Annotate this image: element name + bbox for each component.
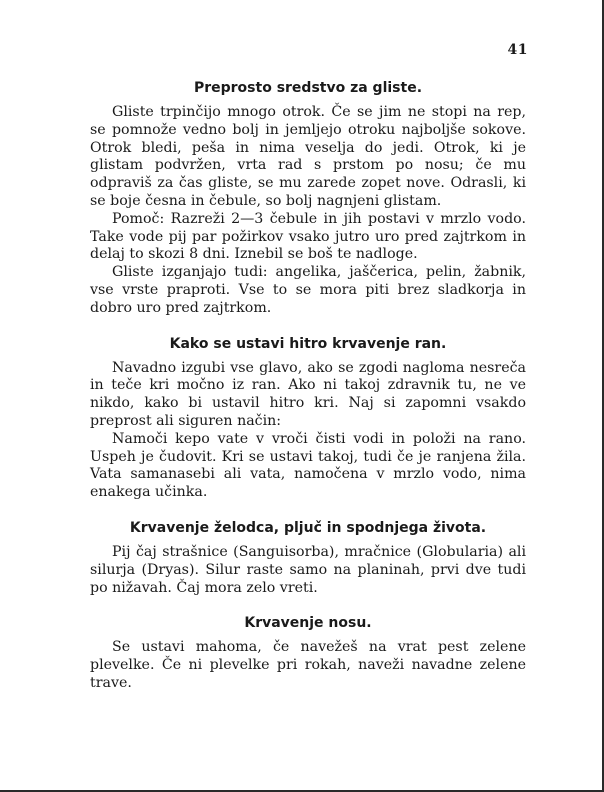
- section-internal-bleeding: [90, 518, 526, 597]
- page-content: [90, 62, 526, 697]
- paragraph: Navadno izgubi vse glavo, ako se zgodi nagloma nesreča in teče kri močno iz ran. Ako ni takoj zdravnik tu, ne ve nikdo, kako bi ustavil hitro kri. Naj si zapomni vsakdo preprost ali siguren način:: [90, 359, 526, 429]
- section-title: Kako se ustavi hitro krvavenje ran.: [169, 335, 447, 352]
- paragraph: Se ustavi mahoma, če navežeš na vrat pest zelene plevelke. Če ni plevelke pri rokah, naveži navadne zelene trave.: [90, 639, 526, 691]
- section-title: Krvavenje nosu.: [244, 615, 372, 632]
- section-nosebleed: [90, 613, 526, 692]
- section-title: Krvavenje želodca, pljuč in spodnjega života.: [129, 519, 487, 536]
- page-number: 41: [507, 42, 528, 58]
- paragraph: Namoči kepo vate v vroči čisti vodi in položi na rano. Uspeh je čudovit. Kri se ustavi takoj, tudi če je ranjena žila. Vata samanasebi ali vata, namočena v mrzlo vodo, nima enakega učinka.: [90, 430, 526, 501]
- section-worms: [90, 78, 526, 318]
- section-title: Preprosto sredstvo za gliste.: [193, 80, 423, 96]
- paragraph: Pij čaj strašnice (Sanguisorba), mračnice (Globularia) ali silurja (Dryas). Silur raste samo na planinah, prvi dve tudi po nižavah. Čaj mora zelo vreti.: [90, 543, 526, 596]
- paragraph: Pomoč: Razreži 2—3 čebule in jih postavi v mrzlo vodo. Take vode pij par požirkov vsako jutro uro pred zajtrkom in delaj to skozi 8 dni. Iznebil se boš te nadloge.: [90, 210, 526, 263]
- paragraph: Gliste izganjajo tudi: angelika, jaščerica, pelin, žabnik, vse vrste praproti. Vse to se mora piti brez sladkorja in dobro uro pred zajtrkom.: [90, 264, 526, 316]
- paragraph: Gliste trpinčijo mnogo otrok. Če se jim ne stopi na rep, se pomnože vedno bolj in jemljejo otroku najboljše sokove. Otrok bledi, peša in nima veselja do jedi. Otrok, ki je glistam podvržen, vrta rad s prstom po nosu; če mu odpraviš za čas gliste, se mu zarede zopet nove. Odrasli, ki se boje česna in čebule, so bolj nagnjeni glistam.: [90, 104, 526, 209]
- section-wound-bleeding: [90, 334, 526, 502]
